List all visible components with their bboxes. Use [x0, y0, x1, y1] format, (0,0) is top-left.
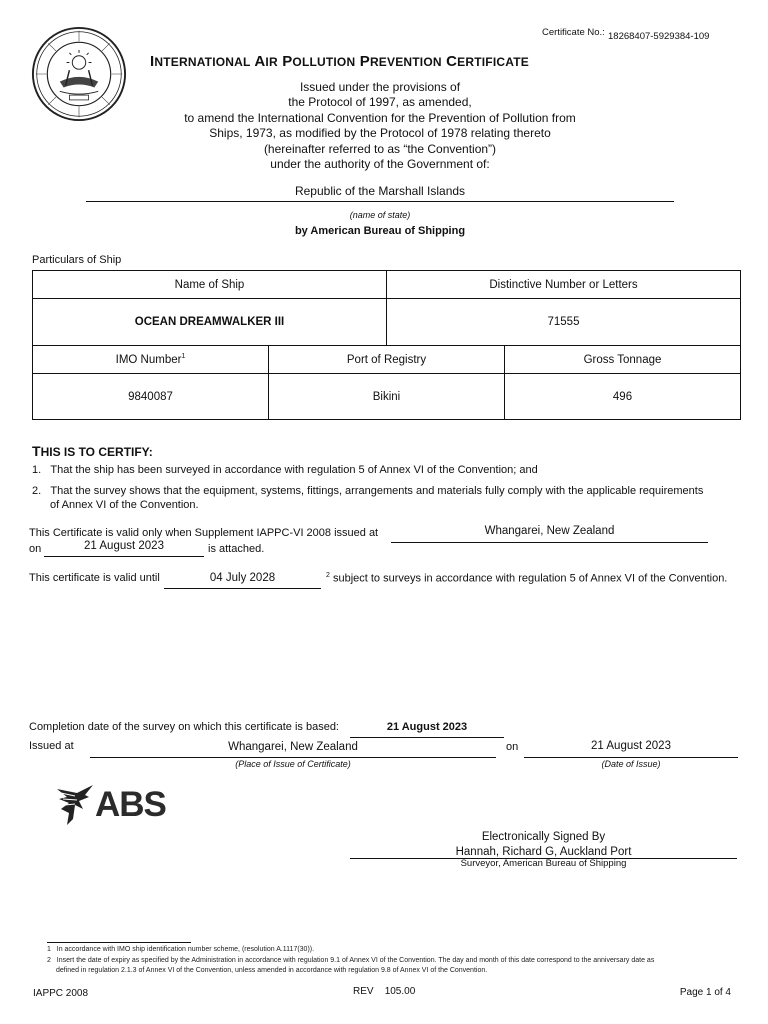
supplement-text: This Certificate is valid only when Supplement IAPPC-VI 2008 issued at: [29, 527, 379, 539]
distinctive-number-value: 71555: [387, 299, 741, 346]
eagle-icon: [55, 779, 95, 827]
certify-item-1: 1. That the ship has been surveyed in accordance with regulation 5 of Annex VI of the Convention; and: [32, 464, 538, 476]
certificate-title: INTERNATIONAL AIR POLLUTION PREVENTION CERTIFICATE: [150, 53, 529, 70]
preamble-line: to amend the International Convention for the Prevention of Pollution from: [184, 110, 576, 125]
port-of-registry-header: Port of Registry: [269, 346, 505, 374]
imo-number-value: 9840087: [33, 374, 269, 420]
supplement-attached: is attached.: [208, 543, 265, 555]
issued-place: Whangarei, New Zealand: [228, 741, 358, 753]
signature-line: Electronically Signed By: [481, 831, 606, 843]
ship-name-value: OCEAN DREAMWALKER III: [33, 299, 387, 346]
issued-at-label: Issued at: [29, 740, 74, 752]
gross-tonnage-header: Gross Tonnage: [505, 346, 741, 374]
preamble-line: Ships, 1973, as modified by the Protocol of 1978 relating thereto: [209, 126, 551, 141]
supplement-on-label: on: [29, 543, 42, 555]
date-caption: (Date of Issue): [601, 759, 661, 769]
certificate-number-label: Certificate No.:: [542, 27, 605, 38]
state-name: Republic of the Marshall Islands: [294, 184, 466, 198]
state-caption: (name of state): [349, 210, 411, 220]
certify-item-2: 2. That the survey shows that the equipment, systems, fittings, arrangements and materials fully comply with the applicable requirements of Annex VI of the Convention.: [32, 485, 704, 511]
preamble-line: the Protocol of 1997, as amended,: [288, 95, 472, 110]
ship-details-table: [32, 345, 741, 420]
completion-date-underline: [350, 737, 504, 738]
completion-date: 21 August 2023: [386, 721, 468, 733]
preamble-line: under the authority of the Government of:: [270, 157, 490, 172]
preamble: [140, 80, 620, 172]
certify-heading: THIS IS TO CERTIFY:: [32, 443, 153, 459]
state-underline: [86, 201, 674, 202]
gross-tonnage-value: 496: [505, 374, 741, 420]
footnote-separator: [47, 942, 191, 943]
issuing-organization: by American Bureau of Shipping: [294, 225, 466, 237]
page-number: Page 1 of 4: [679, 987, 731, 998]
signer-name: Hannah, Richard G, Auckland Port: [455, 846, 632, 858]
valid-until-date: 04 July 2028: [209, 572, 276, 584]
revision: REV 105.00: [353, 986, 416, 997]
valid-until-label: This certificate is valid until: [29, 572, 160, 584]
footnote-2: 2 Insert the date of expiry as specified by the Administration in accordance with regulation 9.1 of Annex VI of the Convention. The day and month of this date correspond to the anniversary date as defined in regulation 2.1.3 of Annex VI of the Convention, unless amended in accordance with regulation 9.8 of Annex VI of the Convention.: [47, 957, 655, 974]
supplement-date: 21 August 2023: [84, 540, 164, 552]
footnote-1: 1 In accordance with IMO ship identification number scheme, (resolution A.1117(30)).: [47, 946, 315, 953]
certificate-number: 18268407-5929384-109: [608, 31, 710, 42]
port-of-registry-value: Bikini: [269, 374, 505, 420]
abs-logo: [55, 779, 179, 827]
supplement-place: Whangarei, New Zealand: [484, 525, 615, 537]
name-of-ship-header: Name of Ship: [33, 271, 387, 299]
supplement-place-underline: [391, 542, 708, 543]
marshall-islands-seal-icon: [31, 26, 127, 122]
preamble-line: Issued under the provisions of: [299, 80, 461, 94]
valid-until-underline: [164, 588, 321, 589]
ship-name-table: [32, 270, 741, 346]
completion-label: Completion date of the survey on which this certificate is based:: [29, 721, 339, 733]
signature-block: [350, 830, 737, 860]
valid-until-suffix: $^2$ subject to surveys in accordance with regulation 5 of Annex VI of the Convention.: [326, 572, 728, 585]
particulars-label: Particulars of Ship: [32, 254, 122, 266]
signer-role: Surveyor, American Bureau of Shipping: [460, 858, 627, 869]
distinctive-number-header: Distinctive Number or Letters: [387, 271, 741, 299]
form-code: IAPPC 2008: [33, 988, 89, 999]
issued-place-underline: [90, 757, 496, 758]
place-caption: (Place of Issue of Certificate): [235, 759, 351, 769]
preamble-line: (hereinafter referred to as “the Convention”): [263, 141, 497, 156]
issued-on-label: on: [506, 741, 519, 753]
issued-date-underline: [524, 757, 738, 758]
issued-date: 21 August 2023: [591, 740, 671, 752]
abs-logo-text: ABS: [95, 785, 166, 824]
supplement-date-underline: [44, 556, 204, 557]
imo-number-header: IMO Number$^1$: [33, 346, 269, 374]
